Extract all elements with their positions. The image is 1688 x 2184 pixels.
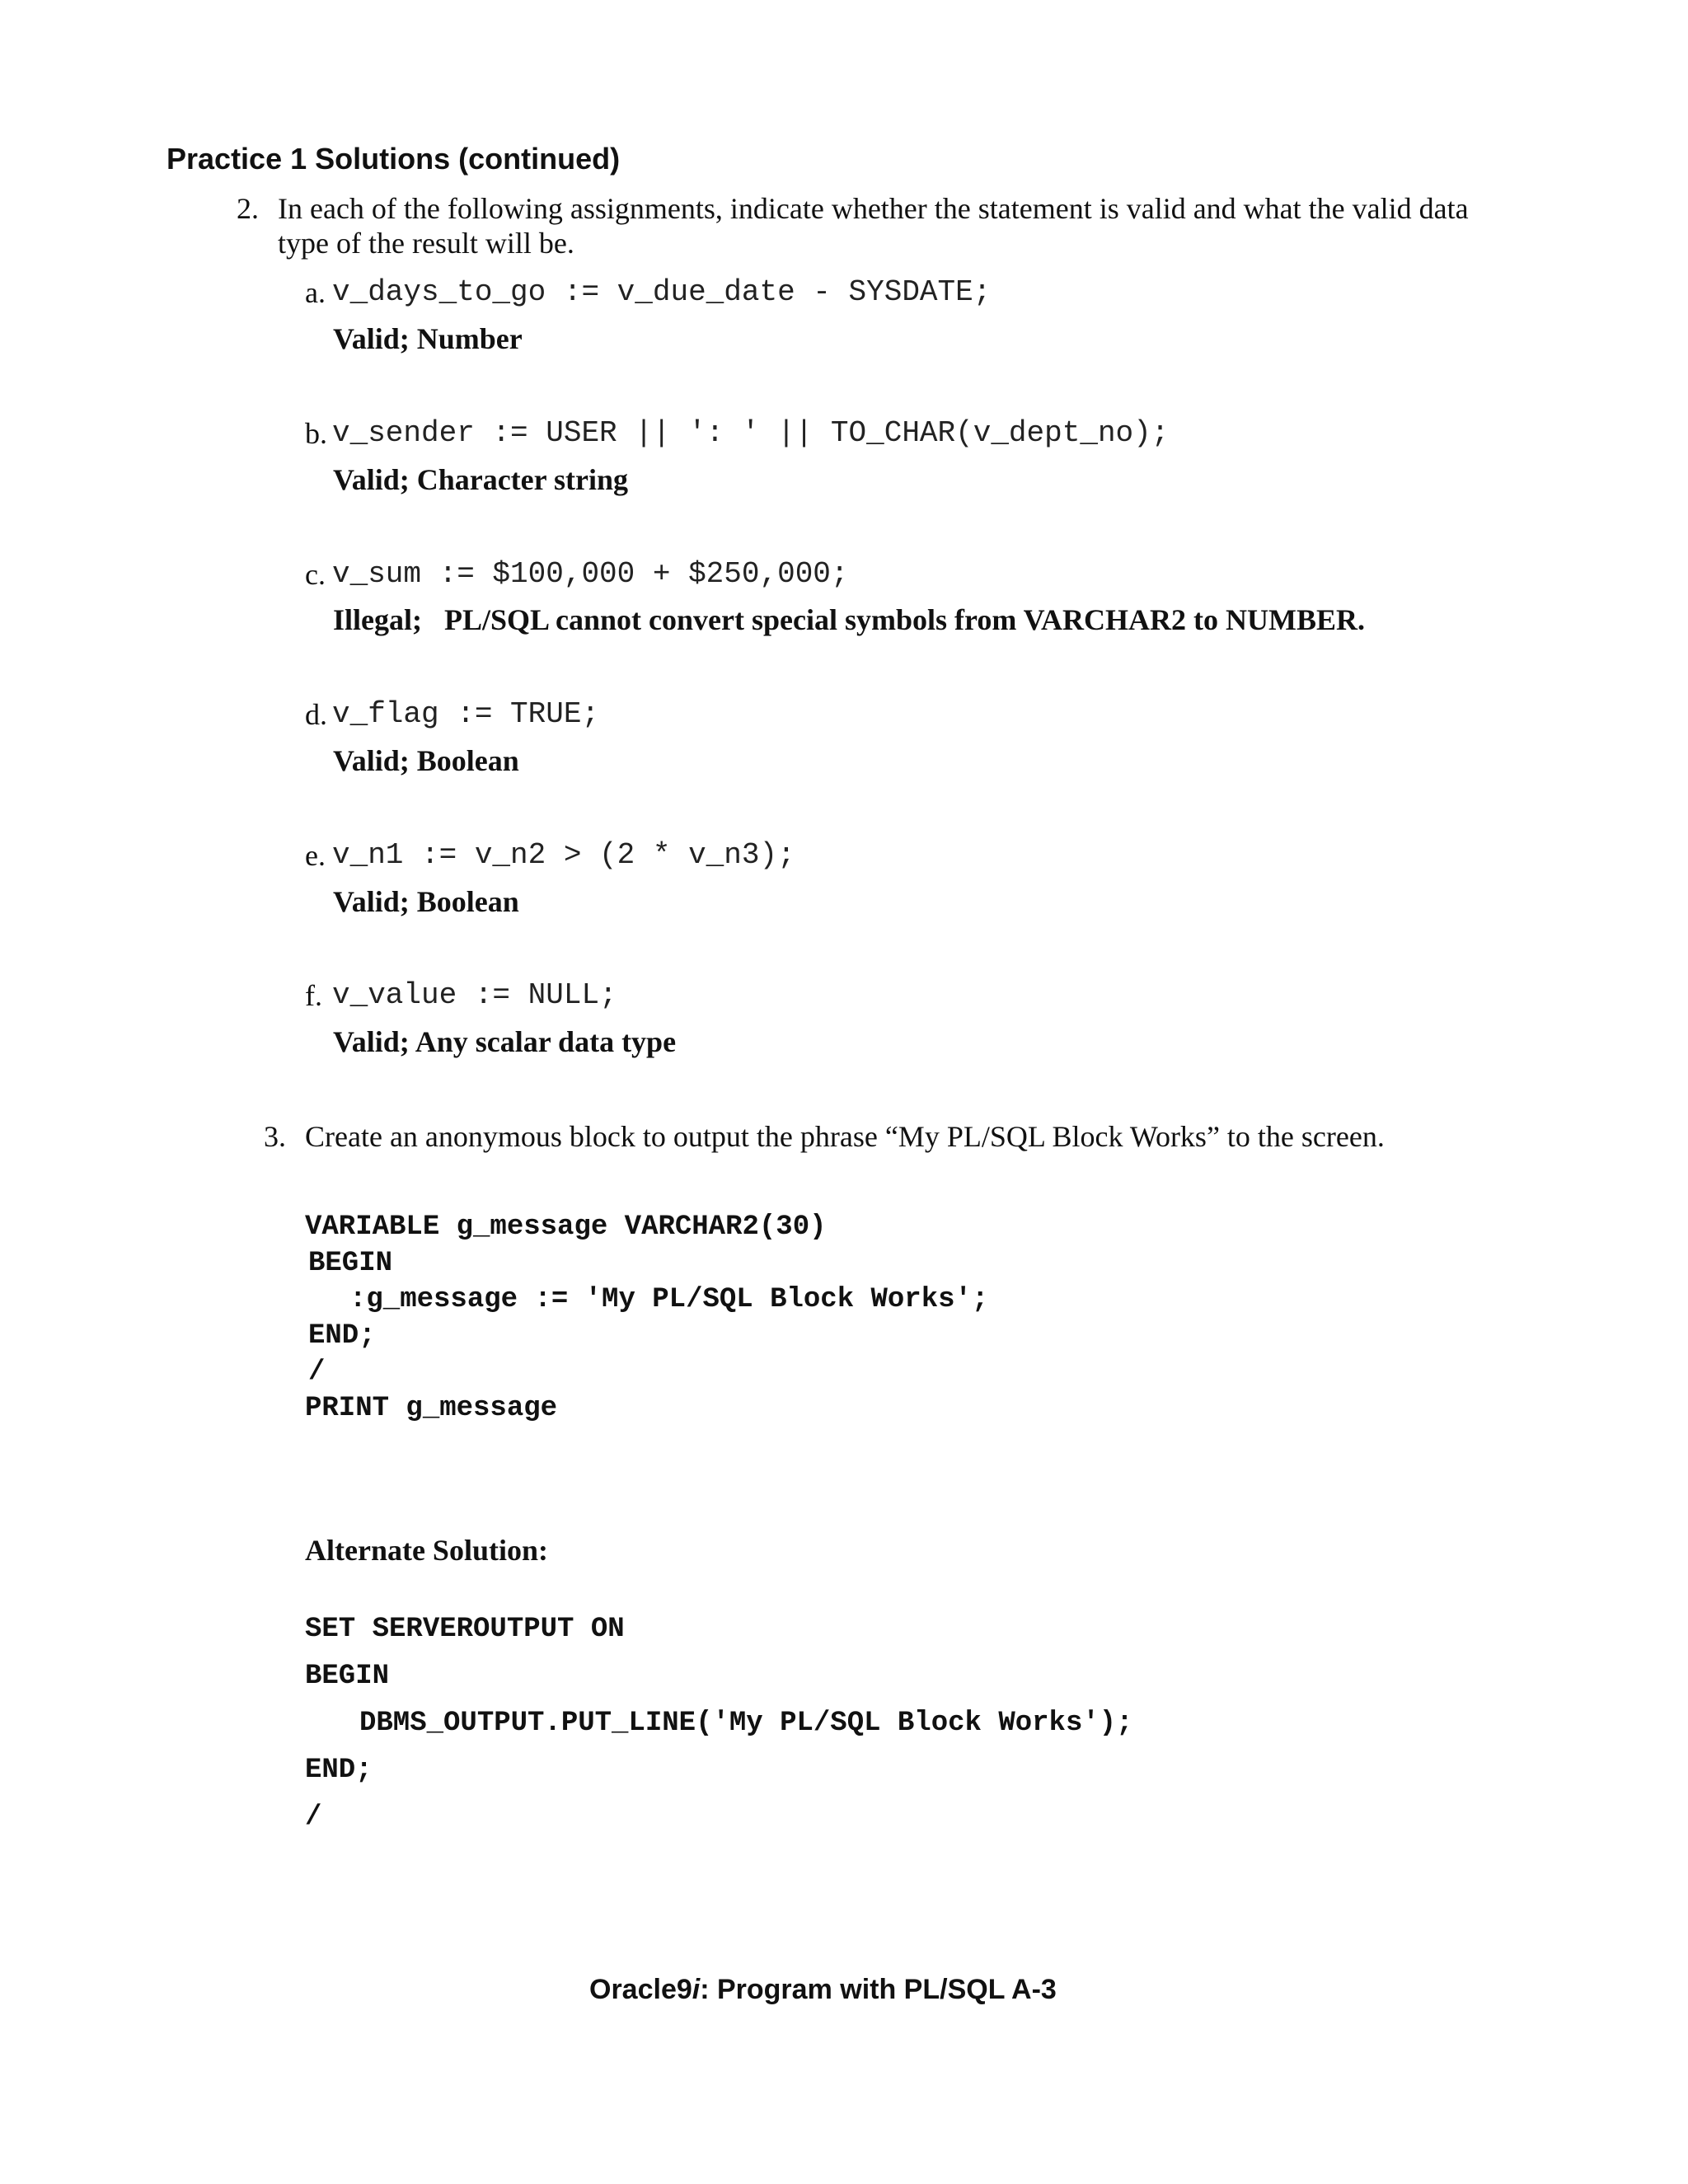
question-3-text: Create an anonymous block to output the phrase “My PL/SQL Block Works” to the screen. <box>305 1120 1385 1153</box>
footer-product: Oracle9 <box>589 1974 692 2005</box>
code-line: :g_message := 'My PL/SQL Block Works'; <box>349 1284 989 1315</box>
code-line: PRINT g_message <box>305 1393 558 1424</box>
item-a-letter: a. <box>305 276 326 309</box>
item-c-code: v_sum := $100,000 + $250,000; <box>332 557 849 591</box>
code-line: END; <box>308 1320 376 1352</box>
item-f-code: v_value := NULL; <box>332 978 617 1012</box>
item-a-code: v_days_to_go := v_due_date - SYSDATE; <box>332 275 992 309</box>
footer-title: : Program with PL/SQL A-3 <box>700 1974 1057 2005</box>
alternate-solution-label: Alternate Solution: <box>305 1534 548 1567</box>
code-line: BEGIN <box>305 1661 390 1692</box>
question-2-text-line1: In each of the following assignments, indicate whether the statement is valid and what the valid data <box>278 192 1469 225</box>
item-b-code: v_sender := USER || ': ' || TO_CHAR(v_dept_no); <box>332 416 1170 450</box>
item-f-letter: f. <box>305 979 322 1012</box>
item-d-answer: Valid; Boolean <box>333 744 519 777</box>
item-c-answer: Illegal; PL/SQL cannot convert special symbols from VARCHAR2 to NUMBER. <box>333 603 1366 636</box>
code-line: BEGIN <box>308 1248 393 1279</box>
code-line: DBMS_OUTPUT.PUT_LINE('My PL/SQL Block Works'); <box>359 1708 1133 1739</box>
code-line: END; <box>305 1755 373 1786</box>
code-line: VARIABLE g_message VARCHAR2(30) <box>305 1212 827 1243</box>
question-3-number: 3. <box>264 1120 286 1153</box>
item-c-letter: c. <box>305 558 326 591</box>
question-2-text-line2: type of the result will be. <box>278 227 574 260</box>
code-line: / <box>305 1802 322 1833</box>
item-d-letter: d. <box>305 698 327 731</box>
footer-product-suffix: i <box>692 1974 701 2005</box>
item-f-answer: Valid; Any scalar data type <box>333 1025 677 1058</box>
item-d-code: v_flag := TRUE; <box>332 697 600 731</box>
item-b-letter: b. <box>305 417 327 450</box>
item-e-code: v_n1 := v_n2 > (2 * v_n3); <box>332 838 795 872</box>
page-heading: Practice 1 Solutions (continued) <box>166 142 621 176</box>
item-e-answer: Valid; Boolean <box>333 885 519 918</box>
page-footer <box>589 1974 1057 2006</box>
item-e-letter: e. <box>305 839 326 872</box>
question-2-number: 2. <box>237 192 259 225</box>
code-line: / <box>308 1357 326 1388</box>
item-b-answer: Valid; Character string <box>333 463 628 496</box>
item-a-answer: Valid; Number <box>333 322 523 355</box>
code-line: SET SERVEROUTPUT ON <box>305 1614 625 1645</box>
